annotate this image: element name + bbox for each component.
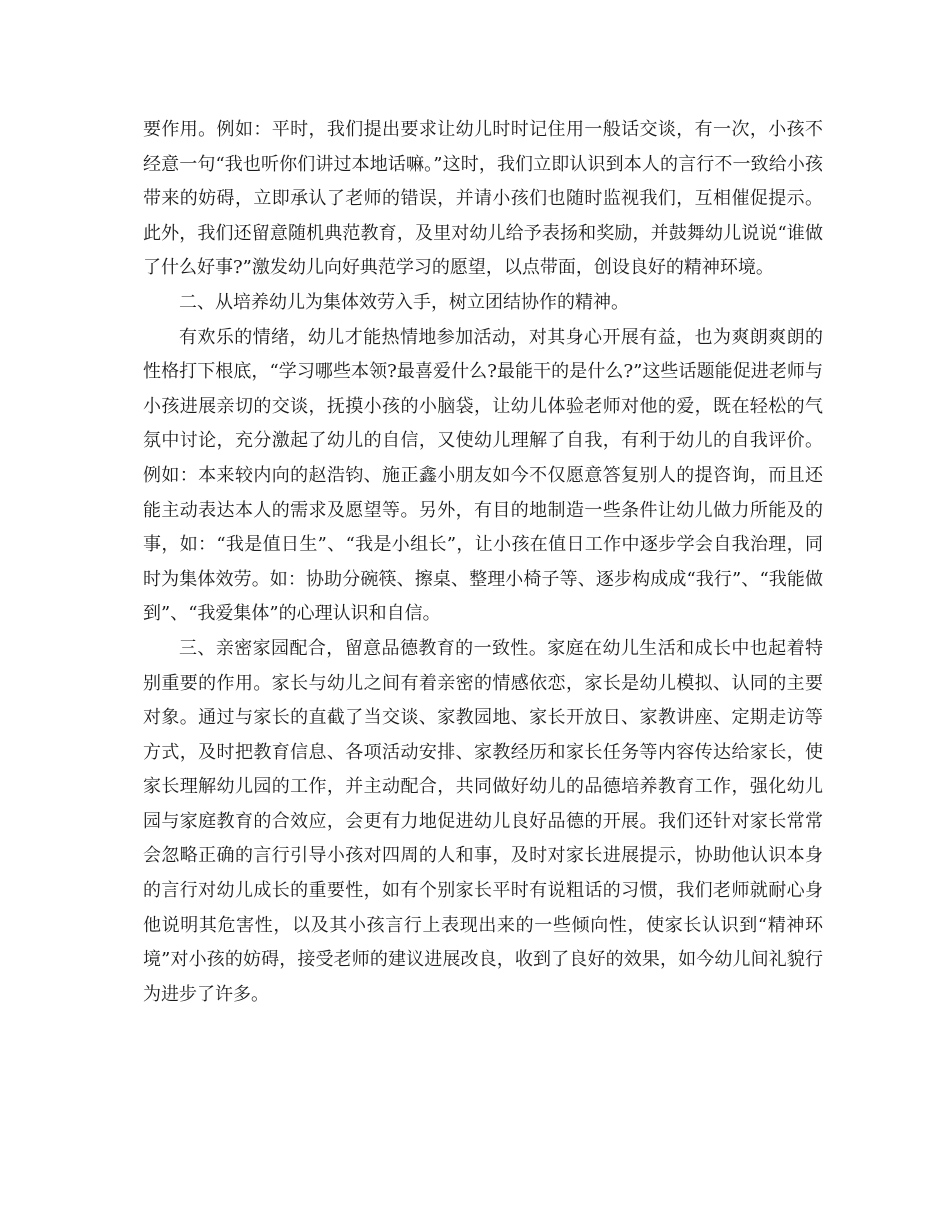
section-heading-2: 二、从培养幼儿为集体效劳入手，树立团结协作的精神。: [179, 291, 629, 313]
paragraph-continuation: 要作用。例如：平时，我们提出要求让幼儿时时记住用一般话交谈，有一次，小孩不经意一句“我也听你们讲过本地话嘛。”这时，我们立即认识到本人的言行不一致给小孩带来的妨碍，立即承认了老师的错误，并请小孩们也随时监视我们，互相催促提示。此外，我们还留意随机典范教育，及里对幼儿给予表扬和奖励，并鼓舞幼儿说说“谁做了什么好事?”激发幼儿向好典范学习的愿望，以点带面，创设良好的精神环境。: [143, 119, 823, 279]
paragraph-section-2-body: 有欢乐的情绪，幼儿才能热情地参加活动，对其身心开展有益，也为爽朗爽朗的性格打下根底，“学习哪些本领?最喜爱什么?最能干的是什么?”这些话题能促进老师与小孩进展亲切的交谈，抚摸小孩的小脑袋，让幼儿体验老师对他的爱，既在轻松的气氛中讨论，充分激起了幼儿的自信，又使幼儿理解了自我，有利于幼儿的自我评价。例如：本来较内向的赵浩钧、施正鑫小朋友如今不仅愿意答复别人的提咨询，而且还能主动表达本人的需求及愿望等。另外，有目的地制造一些条件让幼儿做力所能及的事，如：“我是值日生”、“我是小组长”，让小孩在值日工作中逐步学会自我治理，同时为集体效劳。如：协助分碗筷、擦桌、整理小椅子等、逐步构成成“我行”、“我能做到”、“我爱集体”的心理认识和自信。: [143, 326, 823, 625]
paragraph-section-3: 三、亲密家园配合，留意品德教育的一致性。家庭在幼儿生活和成长中也起着特别重要的作用。家长与幼儿之间有着亲密的情感依恋，家长是幼儿模拟、认同的主要对象。通过与家长的直截了当交谈、家教园地、家长开放日、家教讲座、定期走访等方式，及时把教育信息、各项活动安排、家教经历和家长任务等内容传达给家长，使家长理解幼儿园的工作，并主动配合，共同做好幼儿的品德培养教育工作，强化幼儿园与家庭教育的合效应，会更有力地促进幼儿良好品德的开展。我们还针对家长常常会忽略正确的言行引导小孩对四周的人和事，及时对家长进展提示，协助他认识本身的言行对幼儿成长的重要性，如有个别家长平时有说粗话的习惯，我们老师就耐心身他说明其危害性，以及其小孩言行上表现出来的一些倾向性，使家长认识到“精神环境”对小孩的妨碍，接受老师的建议进展改良，收到了良好的效果，如今幼儿间礼貌行为进步了许多。: [143, 637, 823, 1005]
document-body: [143, 113, 823, 1012]
